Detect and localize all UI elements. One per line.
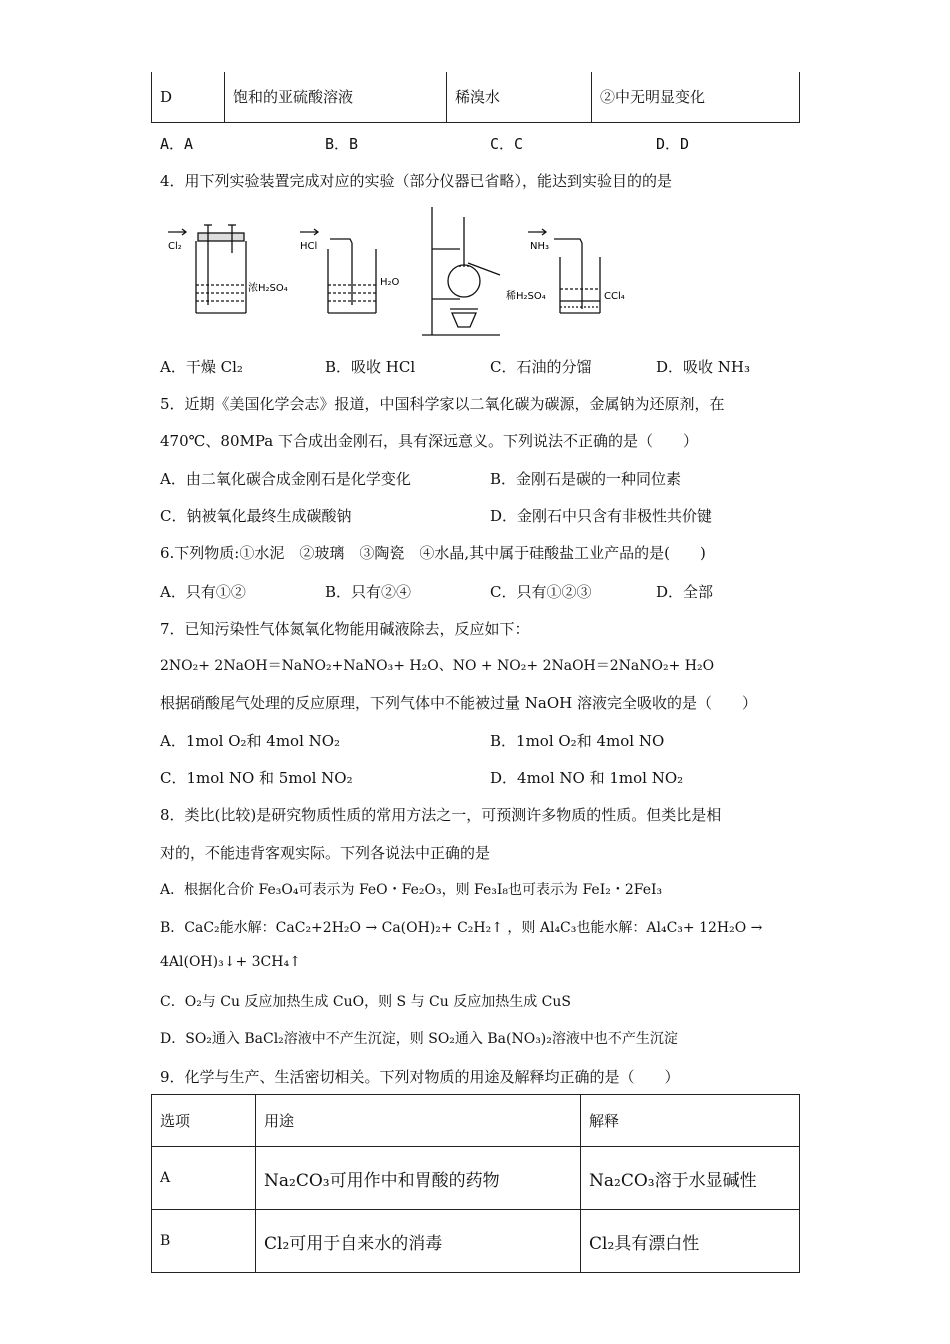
header-option: 选项 bbox=[152, 1095, 256, 1147]
table-header-row bbox=[152, 1095, 800, 1147]
label-d-gas: NH₃ bbox=[530, 241, 550, 252]
label-d-liquid1: 稀H₂SO₄ bbox=[506, 291, 546, 302]
q3-option-b[interactable]: B．B bbox=[325, 135, 359, 153]
q7-option-a[interactable]: A．1mol O₂和 4mol NO₂ bbox=[160, 732, 341, 750]
q4-apparatus-figure bbox=[160, 205, 640, 340]
apparatus-a bbox=[168, 225, 246, 313]
row-label: B bbox=[152, 1210, 256, 1273]
q5-stem-line2: 470℃、80MPa 下合成出金刚石，具有深远意义。下列说法不正确的是（ ） bbox=[160, 432, 698, 450]
q6-option-d[interactable]: D．全部 bbox=[656, 583, 714, 601]
header-use: 用途 bbox=[256, 1095, 581, 1147]
q3-option-d[interactable]: D．D bbox=[656, 135, 690, 153]
q7-option-d[interactable]: D．4mol NO 和 1mol NO₂ bbox=[490, 769, 684, 787]
q3-option-c[interactable]: C．C bbox=[490, 135, 524, 153]
q7-stem-line3: 根据硝酸尾气处理的反应原理，下列气体中不能被过量 NaOH 溶液完全吸收的是（ ） bbox=[160, 694, 757, 712]
q8-stem-line1: 8．类比(比较)是研究物质性质的常用方法之一，可预测许多物质的性质。但类比是相 bbox=[160, 806, 722, 824]
q4-option-d[interactable]: D．吸收 NH₃ bbox=[656, 358, 751, 376]
q8-stem-line2: 对的，不能违背客观实际。下列各说法中正确的是 bbox=[160, 844, 491, 862]
q8-option-b-line1[interactable]: B．CaC₂能水解：CaC₂+2H₂O → Ca(OH)₂+ C₂H₂↑ ，则 Al₄C₃也能水解：Al₄C₃+ 12H₂O → bbox=[160, 920, 763, 936]
q9-table bbox=[151, 1094, 800, 1273]
q8-option-b-line2: 4Al(OH)₃↓+ 3CH₄↑ bbox=[160, 954, 301, 970]
q9-stem: 9．化学与生产、生活密切相关。下列对物质的用途及解释均正确的是（ ） bbox=[160, 1068, 680, 1086]
q8-option-d[interactable]: D．SO₂通入 BaCl₂溶液中不产生沉淀，则 SO₂通入 Ba(NO₃)₂溶液中也不产生沉淀 bbox=[160, 1031, 678, 1047]
q6-option-c[interactable]: C．只有①②③ bbox=[490, 583, 592, 601]
label-b-gas: HCl bbox=[300, 241, 318, 252]
label-a-liquid: 浓H₂SO₄ bbox=[248, 283, 288, 294]
row-label: A bbox=[152, 1147, 256, 1210]
label-d-liquid2: CCl₄ bbox=[604, 291, 625, 302]
q4-option-b[interactable]: B．吸收 HCl bbox=[325, 358, 416, 376]
q5-option-b[interactable]: B．金刚石是碳的一种同位素 bbox=[490, 470, 682, 488]
q7-option-b[interactable]: B．1mol O₂和 4mol NO bbox=[490, 732, 665, 750]
row-use: Na₂CO₃可用作中和胃酸的药物 bbox=[256, 1147, 581, 1210]
row-reason: Cl₂具有漂白性 bbox=[581, 1210, 800, 1273]
q8-option-c[interactable]: C．O₂与 Cu 反应加热生成 CuO，则 S 与 Cu 反应加热生成 CuS bbox=[160, 994, 571, 1010]
row-label: D bbox=[152, 72, 225, 122]
q6-option-b[interactable]: B．只有②④ bbox=[325, 583, 412, 601]
q6-stem: 6.下列物质:①水泥 ②玻璃 ③陶瓷 ④水晶,其中属于硅酸盐工业产品的是( ) bbox=[160, 544, 706, 562]
q5-stem-line1: 5．近期《美国化学会志》报道，中国科学家以二氧化碳为碳源，金属钠为还原剂，在 bbox=[160, 395, 725, 413]
q5-option-a[interactable]: A．由二氧化碳合成金刚石是化学变化 bbox=[160, 470, 411, 488]
label-a-gas: Cl₂ bbox=[168, 241, 182, 252]
row-use: Cl₂可用于自来水的消毒 bbox=[256, 1210, 581, 1273]
top-table bbox=[151, 72, 800, 123]
q3-option-a[interactable]: A．A bbox=[160, 135, 194, 153]
q5-option-d[interactable]: D．金刚石中只含有非极性共价键 bbox=[490, 507, 713, 525]
cell-col3: ②中无明显变化 bbox=[592, 72, 800, 122]
q6-option-a[interactable]: A．只有①② bbox=[160, 583, 246, 601]
q7-equation: 2NO₂+ 2NaOH＝NaNO₂+NaNO₃+ H₂O、NO + NO₂+ 2NaOH＝2NaNO₂+ H₂O bbox=[160, 658, 715, 674]
header-reason: 解释 bbox=[581, 1095, 800, 1147]
q4-option-a[interactable]: A．干燥 Cl₂ bbox=[160, 358, 243, 376]
apparatus-c bbox=[422, 207, 500, 335]
q7-option-c[interactable]: C．1mol NO 和 5mol NO₂ bbox=[160, 769, 353, 787]
q4-option-c[interactable]: C．石油的分馏 bbox=[490, 358, 592, 376]
row-reason: Na₂CO₃溶于水显碱性 bbox=[581, 1147, 800, 1210]
q7-stem-line1: 7．已知污染性气体氮氧化物能用碱液除去，反应如下： bbox=[160, 620, 530, 638]
q5-option-c[interactable]: C．钠被氧化最终生成碳酸钠 bbox=[160, 507, 352, 525]
table-row bbox=[152, 1147, 800, 1210]
cell-col1: 饱和的亚硫酸溶液 bbox=[225, 72, 447, 122]
table-row bbox=[152, 1210, 800, 1273]
q8-option-a[interactable]: A．根据化合价 Fe₃O₄可表示为 FeO・Fe₂O₃，则 Fe₃I₈也可表示为 FeI₂・2FeI₃ bbox=[160, 882, 663, 898]
q4-stem: 4．用下列实验装置完成对应的实验（部分仪器已省略），能达到实验目的的是 bbox=[160, 172, 673, 190]
label-b-liquid: H₂O bbox=[380, 277, 400, 288]
cell-col2: 稀溴水 bbox=[447, 72, 592, 122]
